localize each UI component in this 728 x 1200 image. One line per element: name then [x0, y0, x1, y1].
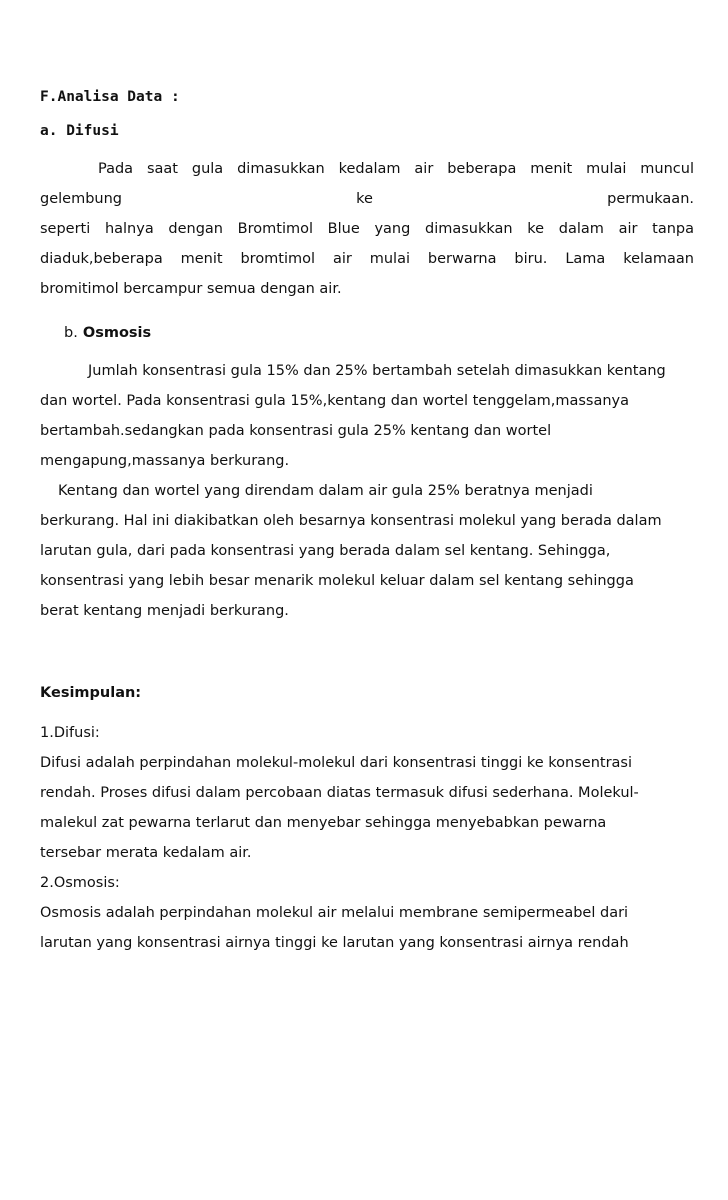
kesimpulan-line-8: larutan yang konsentrasi airnya tinggi ke larutan yang konsentrasi airnya rendah: [40, 935, 629, 951]
subsection-heading-osmosis: [64, 318, 694, 348]
kesimpulan-line-1: 1.Difusi:: [40, 725, 100, 741]
osmosis-paragraph: [40, 356, 694, 626]
kesimpulan-line-2: Difusi adalah perpindahan molekul-molekul dari konsentrasi tinggi ke konsentrasi: [40, 755, 633, 771]
section-heading-analisa-data: F.Analisa Data :: [40, 89, 180, 105]
osmosis-list-letter: b.: [64, 325, 78, 341]
osmosis-line-5: Kentang dan wortel yang direndam dalam air gula 25% beratnya menjadi: [58, 483, 593, 499]
difusi-line-1: Pada saat gula dimasukkan kedalam air beberapa menit mulai muncul: [98, 161, 694, 177]
osmosis-line-6: berkurang. Hal ini diakibatkan oleh besarnya konsentrasi molekul yang berada dalam: [40, 513, 662, 529]
kesimpulan-line-3: rendah. Proses difusi dalam percobaan diatas termasuk difusi sederhana. Molekul-: [40, 785, 639, 801]
document-page: [40, 84, 694, 958]
osmosis-line-3: bertambah.sedangkan pada konsentrasi gula 25% kentang dan wortel: [40, 423, 552, 439]
section-heading-kesimpulan: Kesimpulan:: [40, 685, 142, 701]
osmosis-line-7: larutan gula, dari pada konsentrasi yang berada dalam sel kentang. Sehingga,: [40, 543, 611, 559]
difusi-paragraph: [40, 154, 694, 304]
osmosis-line-1: Jumlah konsentrasi gula 15% dan 25% bertambah setelah dimasukkan kentang: [88, 363, 666, 379]
osmosis-line-8: konsentrasi yang lebih besar menarik molekul keluar dalam sel kentang sehingga: [40, 573, 634, 589]
kesimpulan-line-4: malekul zat pewarna terlarut dan menyebar sehingga menyebabkan pewarna: [40, 815, 607, 831]
difusi-line-2: gelembung ke permukaan.: [40, 191, 694, 207]
osmosis-line-9: berat kentang menjadi berkurang.: [40, 603, 289, 619]
difusi-line-4: diaduk,beberapa menit bromtimol air mulai berwarna biru. Lama kelamaan: [40, 251, 694, 267]
kesimpulan-line-5: tersebar merata kedalam air.: [40, 845, 252, 861]
osmosis-line-2: dan wortel. Pada konsentrasi gula 15%,kentang dan wortel tenggelam,massanya: [40, 393, 630, 409]
subsection-heading-difusi: a. Difusi: [40, 123, 119, 139]
kesimpulan-content: [40, 718, 694, 958]
difusi-line-5: bromitimol bercampur semua dengan air.: [40, 281, 342, 297]
kesimpulan-line-7: Osmosis adalah perpindahan molekul air melalui membrane semipermeabel dari: [40, 905, 629, 921]
difusi-line-3: seperti halnya dengan Bromtimol Blue yang dimasukkan ke dalam air tanpa: [40, 221, 694, 237]
osmosis-heading-text: Osmosis: [82, 325, 152, 341]
kesimpulan-line-6: 2.Osmosis:: [40, 875, 120, 891]
section-spacer: [40, 626, 694, 678]
osmosis-line-4: mengapung,massanya berkurang.: [40, 453, 290, 469]
